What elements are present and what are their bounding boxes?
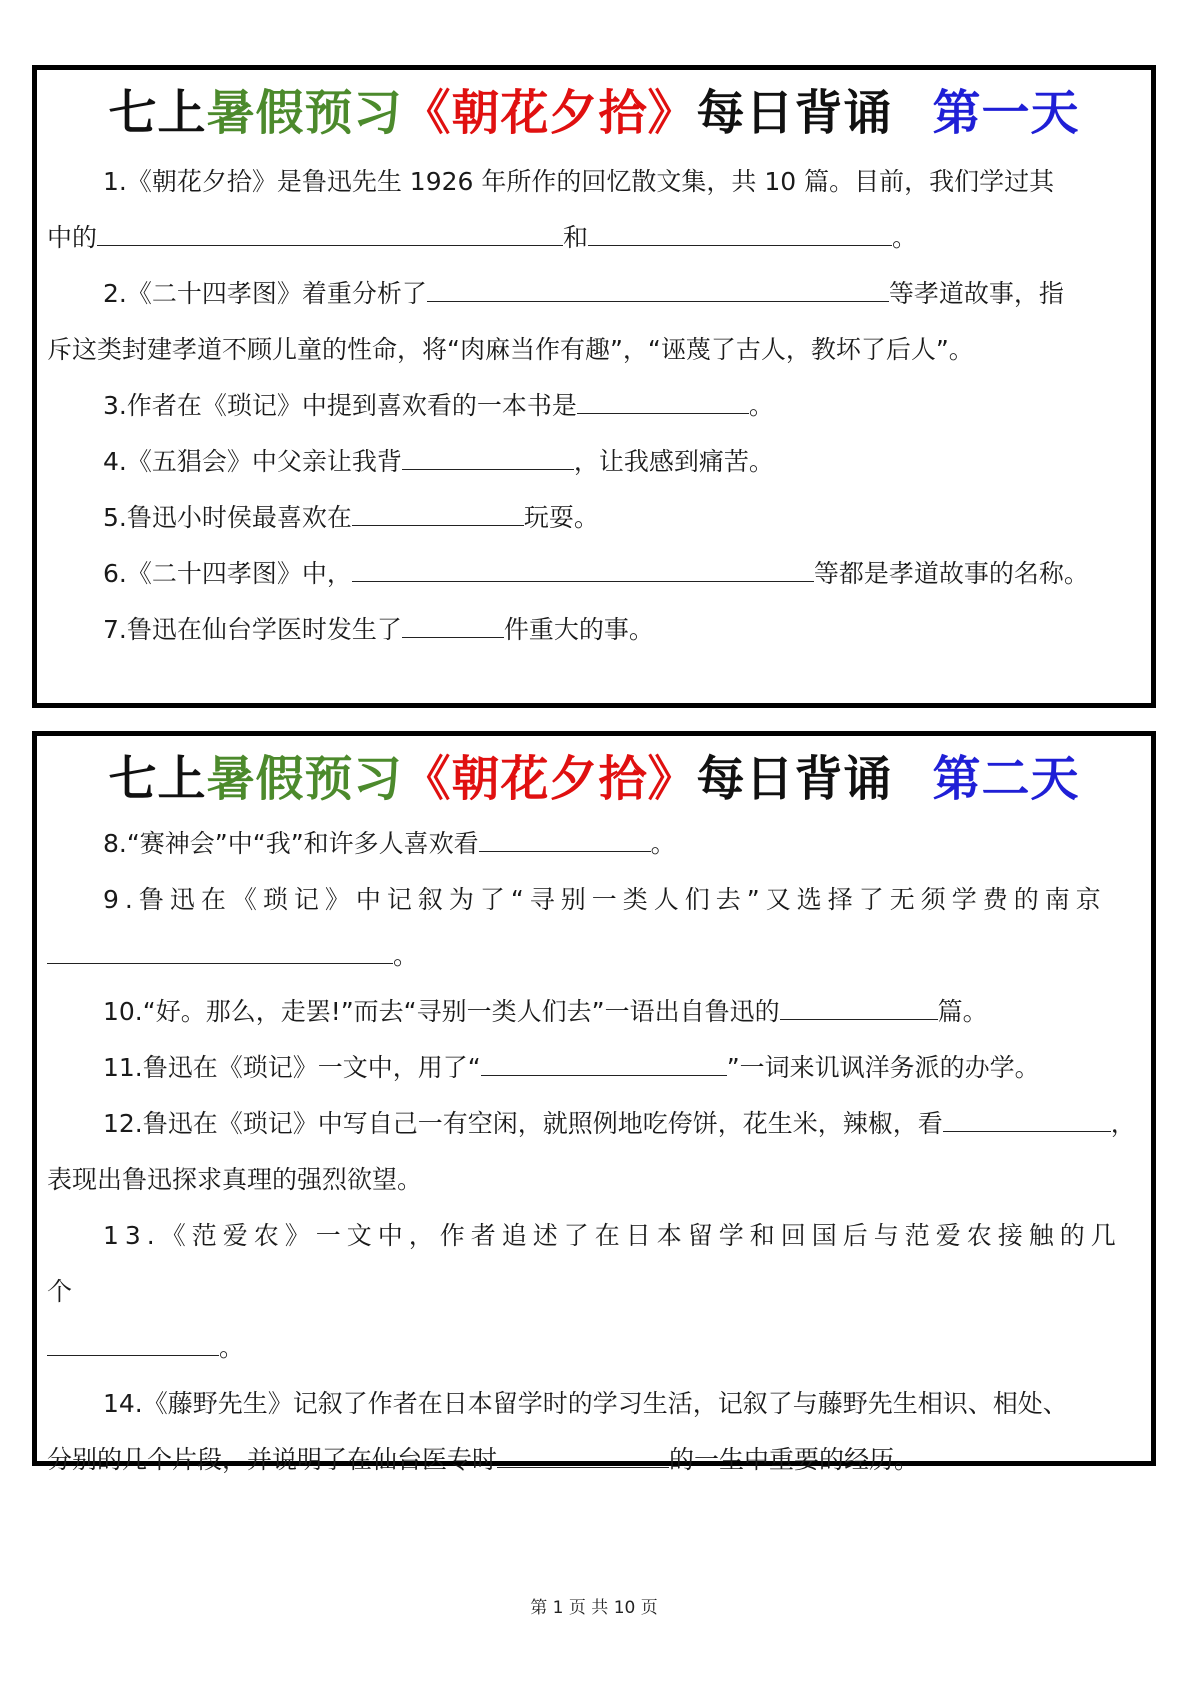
answer-blank[interactable] — [943, 1105, 1111, 1132]
answer-blank[interactable] — [352, 499, 524, 526]
answer-blank[interactable] — [47, 1329, 219, 1356]
day-two-card — [32, 731, 1156, 1474]
question-3 — [47, 378, 1141, 434]
answer-blank[interactable] — [47, 937, 393, 964]
q11-text: 11.鲁迅在《琐记》一文中，用了“ — [103, 1053, 481, 1082]
q1-text: 1.《朝花夕拾》是鲁迅先生 1926 年所作的回忆散文集，共 10 篇。目前，我们学过其 — [103, 167, 1055, 196]
question-5 — [47, 490, 1141, 546]
question-1 — [47, 154, 1141, 210]
day-one-card — [32, 65, 1156, 708]
answer-blank[interactable] — [577, 387, 749, 414]
question-8 — [47, 816, 1141, 872]
day-one-questions — [47, 154, 1141, 658]
q6-text: 6.《二十四孝图》中， — [103, 559, 352, 588]
q12-text-b: ， — [1110, 1109, 1136, 1138]
q6-text-b: 等都是孝道故事的名称。 — [813, 559, 1089, 588]
question-9-cont — [47, 928, 1141, 984]
answer-blank[interactable] — [352, 555, 814, 582]
q5-text: 5.鲁迅小时侯最喜欢在 — [103, 503, 352, 532]
question-10 — [47, 984, 1141, 1040]
q9-text: 9.鲁迅在《琐记》中记叙为了“寻别一类人们去”又选择了无须学费的南京 — [103, 885, 1107, 914]
day-two-title — [37, 744, 1151, 814]
title-summer-preview: 暑假预习 — [206, 751, 403, 807]
q2-text-c: 斥这类封建孝道不顾儿童的性命，将“肉麻当作有趣”，“诬蔑了古人，教坏了后人”。 — [47, 335, 974, 364]
title-daily-recite: 每日背诵 — [696, 751, 893, 807]
title-daily-recite: 每日背诵 — [696, 85, 893, 141]
question-13-cont — [47, 1320, 1141, 1376]
q13-text-b: 。 — [219, 1333, 245, 1362]
q8-text: 8.“赛神会”中“我”和许多人喜欢看 — [103, 829, 479, 858]
page-number: 第 1 页 共 10 页 — [530, 1598, 658, 1618]
q8-text-b: 。 — [650, 829, 676, 858]
question-14 — [47, 1376, 1141, 1432]
question-2 — [47, 266, 1141, 322]
q4-text-b: ，让我感到痛苦。 — [573, 447, 774, 476]
question-2-cont — [47, 322, 1141, 378]
answer-blank[interactable] — [402, 611, 504, 638]
day-one-title — [37, 78, 1151, 148]
answer-blank[interactable] — [427, 275, 889, 302]
answer-blank[interactable] — [481, 1049, 727, 1076]
q4-text: 4.《五猖会》中父亲让我背 — [103, 447, 402, 476]
question-7 — [47, 602, 1141, 658]
title-day-label: 第一天 — [932, 85, 1080, 141]
question-6 — [47, 546, 1141, 602]
q12-text: 12.鲁迅在《琐记》中写自己一有空闲，就照例地吃侉饼，花生米，辣椒，看 — [103, 1109, 943, 1138]
question-14-cont — [47, 1432, 1141, 1488]
q13-text: 13.《范爱农》一文中，作者追述了在日本留学和回国后与范爱农接触的几个 — [47, 1221, 1122, 1306]
q3-text-b: 。 — [748, 391, 774, 420]
q14-text-b: 分别的几个片段，并说明了在仙台医专时 — [47, 1445, 498, 1474]
q1-text-b: 中的 — [47, 223, 98, 252]
title-book-name: 《朝花夕拾》 — [402, 85, 697, 141]
question-13 — [47, 1208, 1141, 1320]
answer-blank[interactable] — [780, 993, 938, 1020]
q7-text: 7.鲁迅在仙台学医时发生了 — [103, 615, 402, 644]
answer-blank[interactable] — [588, 219, 892, 246]
q1-text-d: 。 — [892, 223, 918, 252]
q5-text-b: 玩耍。 — [523, 503, 599, 532]
q11-text-b: ”一词来讥讽洋务派的办学。 — [726, 1053, 1040, 1082]
q9-text-b: 。 — [393, 941, 419, 970]
q14-text-c: 的一生中重要的经历。 — [669, 1445, 920, 1474]
day-two-questions — [47, 816, 1141, 1488]
question-12-cont — [47, 1152, 1141, 1208]
title-book-name: 《朝花夕拾》 — [402, 751, 697, 807]
q2-text-b: 等孝道故事，指 — [888, 279, 1064, 308]
question-4 — [47, 434, 1141, 490]
q1-text-c: 和 — [563, 223, 589, 252]
question-11 — [47, 1040, 1141, 1096]
title-day-label: 第二天 — [932, 751, 1080, 807]
answer-blank[interactable] — [97, 219, 563, 246]
question-9 — [47, 872, 1141, 928]
q14-text: 14.《藤野先生》记叙了作者在日本留学时的学习生活，记叙了与藤野先生相识、相处、 — [103, 1389, 1068, 1418]
answer-blank[interactable] — [497, 1441, 669, 1468]
title-summer-preview: 暑假预习 — [206, 85, 403, 141]
q3-text: 3.作者在《琐记》中提到喜欢看的一本书是 — [103, 391, 577, 420]
q2-text: 2.《二十四孝图》着重分析了 — [103, 279, 427, 308]
title-grade: 七上 — [108, 85, 207, 141]
title-grade: 七上 — [108, 751, 207, 807]
q10-text: 10.“好。那么，走罢!”而去“寻别一类人们去”一语出自鲁迅的 — [103, 997, 780, 1026]
question-12 — [47, 1096, 1141, 1152]
q7-text-b: 件重大的事。 — [503, 615, 654, 644]
answer-blank[interactable] — [479, 825, 651, 852]
question-1-cont — [47, 210, 1141, 266]
q12-text-c: 表现出鲁迅探求真理的强烈欲望。 — [47, 1165, 423, 1194]
q10-text-b: 篇。 — [937, 997, 988, 1026]
answer-blank[interactable] — [402, 443, 574, 470]
